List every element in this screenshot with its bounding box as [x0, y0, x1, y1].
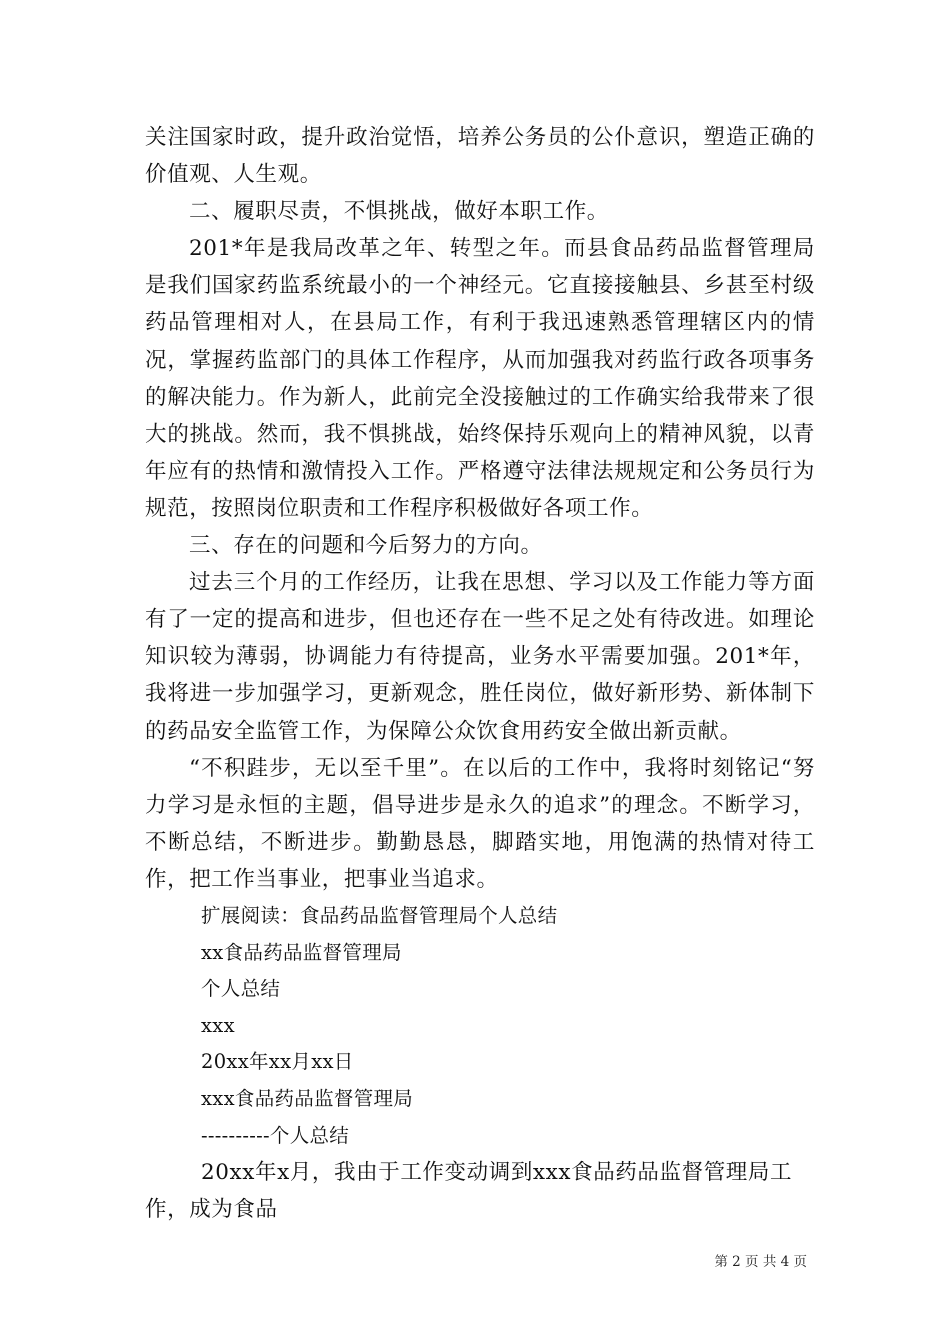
bureau-name-line-2: xxx食品药品监督管理局	[201, 1086, 414, 1110]
paragraph-duty: 201*年是我局改革之年、转型之年。而县食品药品监督管理局是我们国家药监系统最小的一个神经元。它直接接触县、乡甚至村级药品管理相对人，在县局工作，有利于我迅速熟悉管理辖区内的情况，掌握药监部门的具体工作程序，从而加强我对药监行政各项事务的解决能力。作为新人，此前完全没接触过的工作确实给我带来了很大的挑战。然而，我不惧挑战，始终保持乐观向上的精神风貌，以青年应有的热情和激情投入工作。严格遵守法律法规规定和公务员行为规范，按照岗位职责和工作程序积极做好各项工作。	[145, 236, 815, 521]
section-heading-3: 三、存在的问题和今后努力的方向。	[189, 533, 543, 559]
document-body	[145, 119, 815, 1228]
paragraph-closing: “不积跬步，无以至千里”。在以后的工作中，我将时刻铭记“努力学习是永恒的主题，倡导进步是永久的追求”的理念。不断学习，不断总结，不断进步。勤勤恳恳，脚踏实地，用饱满的热情对待工作，把工作当事业，把事业当追求。	[145, 755, 815, 892]
summary-title-line: 个人总结	[201, 977, 281, 1001]
page-number: 第 2 页 共 4 页	[714, 1254, 807, 1270]
author-line: xxx	[201, 1013, 235, 1037]
date-line: 20xx年xx月xx日	[201, 1050, 354, 1074]
paragraph-transfer: 20xx年x月，我由于工作变动调到xxx食品药品监督管理局工作，成为食品	[145, 1160, 793, 1223]
section-heading-2: 二、履职尽责，不惧挑战，做好本职工作。	[189, 199, 609, 225]
paragraph-problems: 过去三个月的工作经历，让我在思想、学习以及工作能力等方面有了一定的提高和进步，但也还存在一些不足之处有待改进。如理论知识较为薄弱，协调能力有待提高，业务水平需要加强。201*年，我将进一步加强学习，更新观念，胜任岗位，做好新形势、新体制下的药品安全监管工作，为保障公众饮食用药安全做出新贡献。	[145, 570, 815, 744]
extended-reading-block	[145, 898, 815, 1154]
paragraph-continuation: 关注国家时政，提升政治觉悟，培养公务员的公仆意识，塑造正确的价值观、人生观。	[145, 125, 815, 188]
summary-dash-line: ----------个人总结	[201, 1123, 350, 1147]
bureau-name-line: xx食品药品监督管理局	[201, 940, 402, 964]
extended-reading-title: 扩展阅读：食品药品监督管理局个人总结	[201, 903, 558, 927]
